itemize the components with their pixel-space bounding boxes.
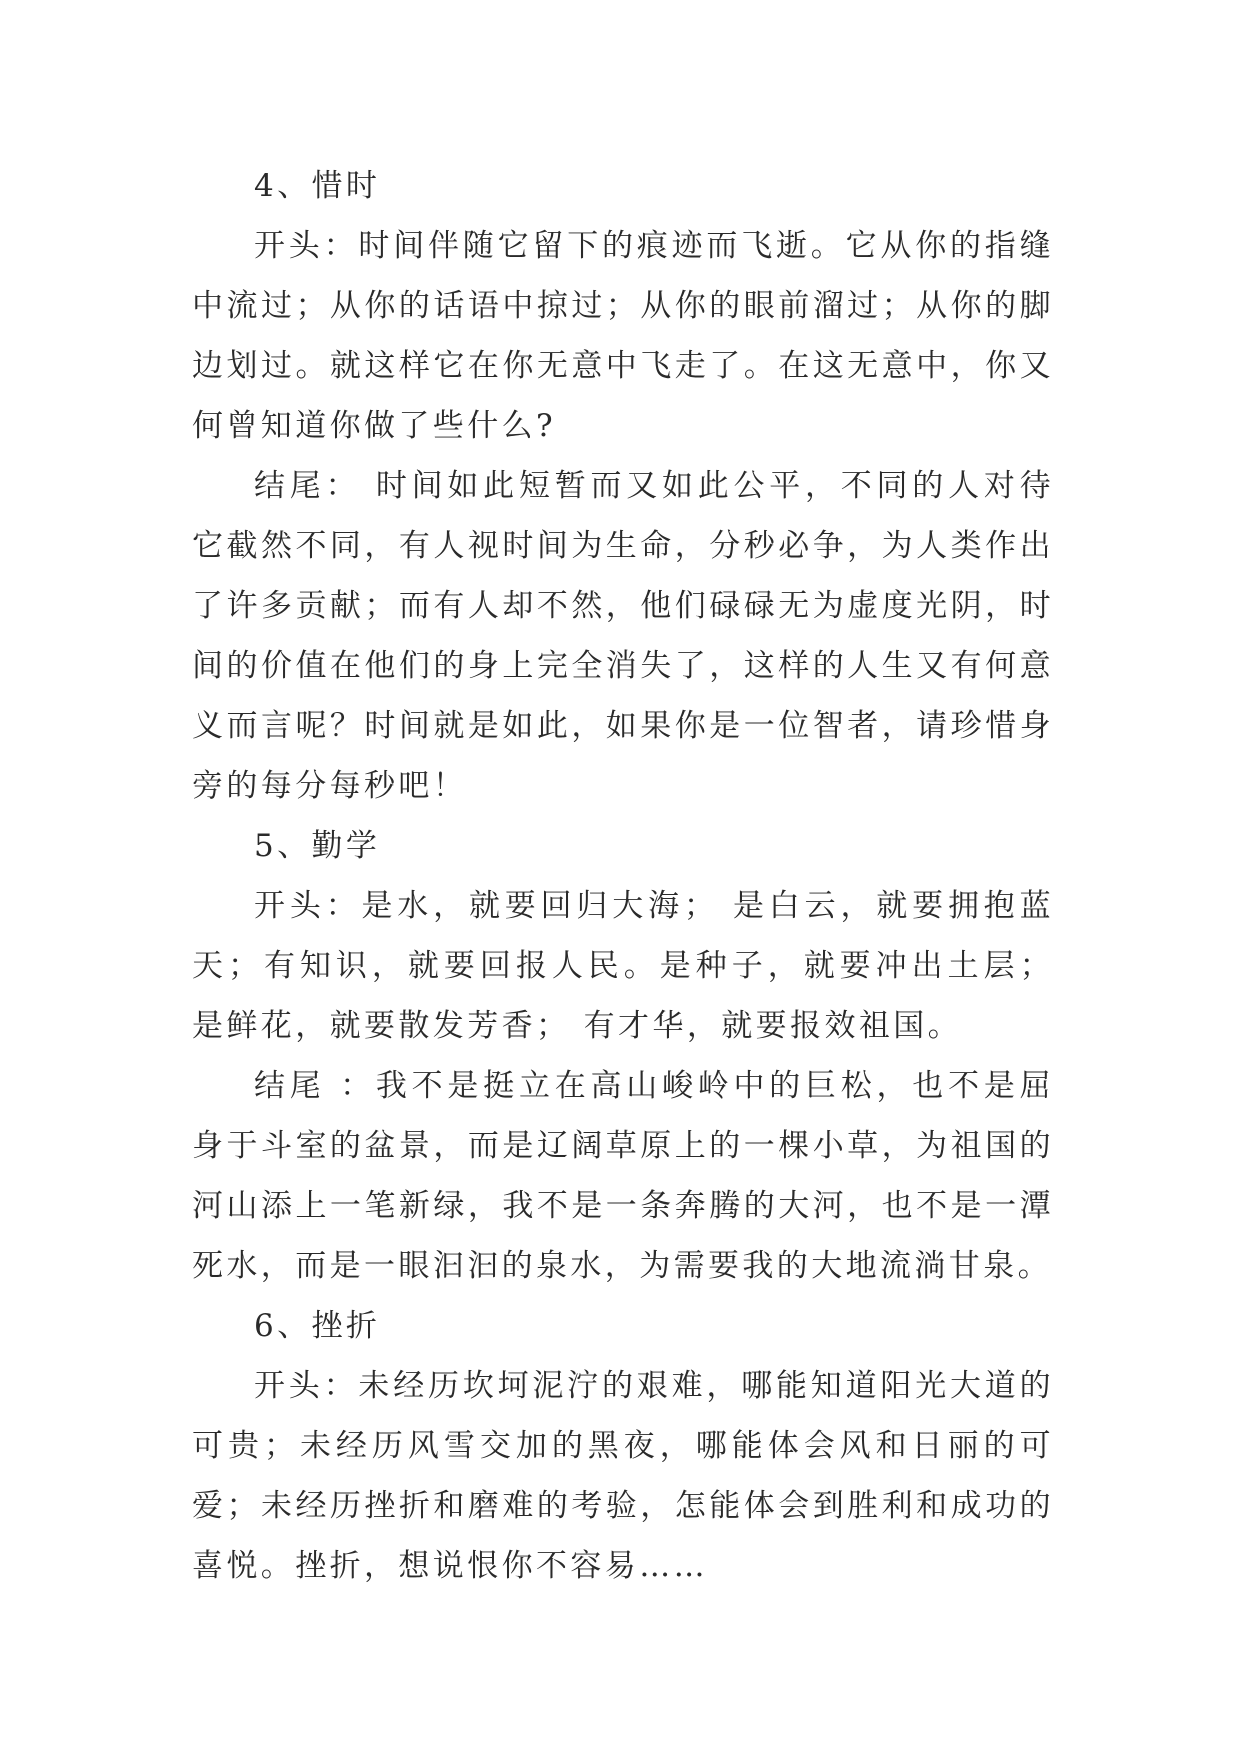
section-heading-cherish-time: 4、惜时 bbox=[254, 168, 381, 204]
section-opening-setback: 开头：未经历坎坷泥泞的艰难，哪能知道阳光大道的可贵；未经历风雪交加的黑夜，哪能体会风和日丽的可爱；未经历挫折和磨难的考验，怎能体会到胜利和成功的喜悦。挫折，想说恨你不容易…… bbox=[192, 1368, 1054, 1584]
section-opening-cherish-time: 开头：时间伴随它留下的痕迹而飞逝。它从你的指缝中流过；从你的话语中掠过；从你的眼前溜过；从你的脚边划过。就这样它在你无意中飞走了。在这无意中，你又何曾知道你做了些什么? bbox=[192, 228, 1054, 444]
section-heading-diligent-study: 5、勤学 bbox=[254, 828, 381, 864]
section-ending-diligent-study: 结尾 ：我不是挺立在高山峻岭中的巨松，也不是屈身于斗室的盆景，而是辽阔草原上的一棵小草，为祖国的河山添上一笔新绿，我不是一条奔腾的大河，也不是一潭死水，而是一眼汩汩的泉水，为需要我的大地流淌甘泉。 bbox=[192, 1068, 1054, 1284]
section-ending-cherish-time: 结尾： 时间如此短暂而又如此公平，不同的人对待它截然不同，有人视时间为生命，分秒必争，为人类作出了许多贡献；而有人却不然，他们碌碌无为虚度光阴，时间的价值在他们的身上完全消失了，这样的人生又有何意义而言呢？时间就是如此，如果你是一位智者，请珍惜身旁的每分每秒吧！ bbox=[192, 468, 1054, 804]
section-heading-setback: 6、挫折 bbox=[254, 1308, 381, 1344]
section-opening-diligent-study: 开头：是水，就要回归大海； 是白云，就要拥抱蓝天；有知识，就要回报人民。是种子，就要冲出土层； 是鲜花，就要散发芳香； 有才华，就要报效祖国。 bbox=[192, 888, 1054, 1044]
document-body bbox=[192, 156, 1054, 1596]
